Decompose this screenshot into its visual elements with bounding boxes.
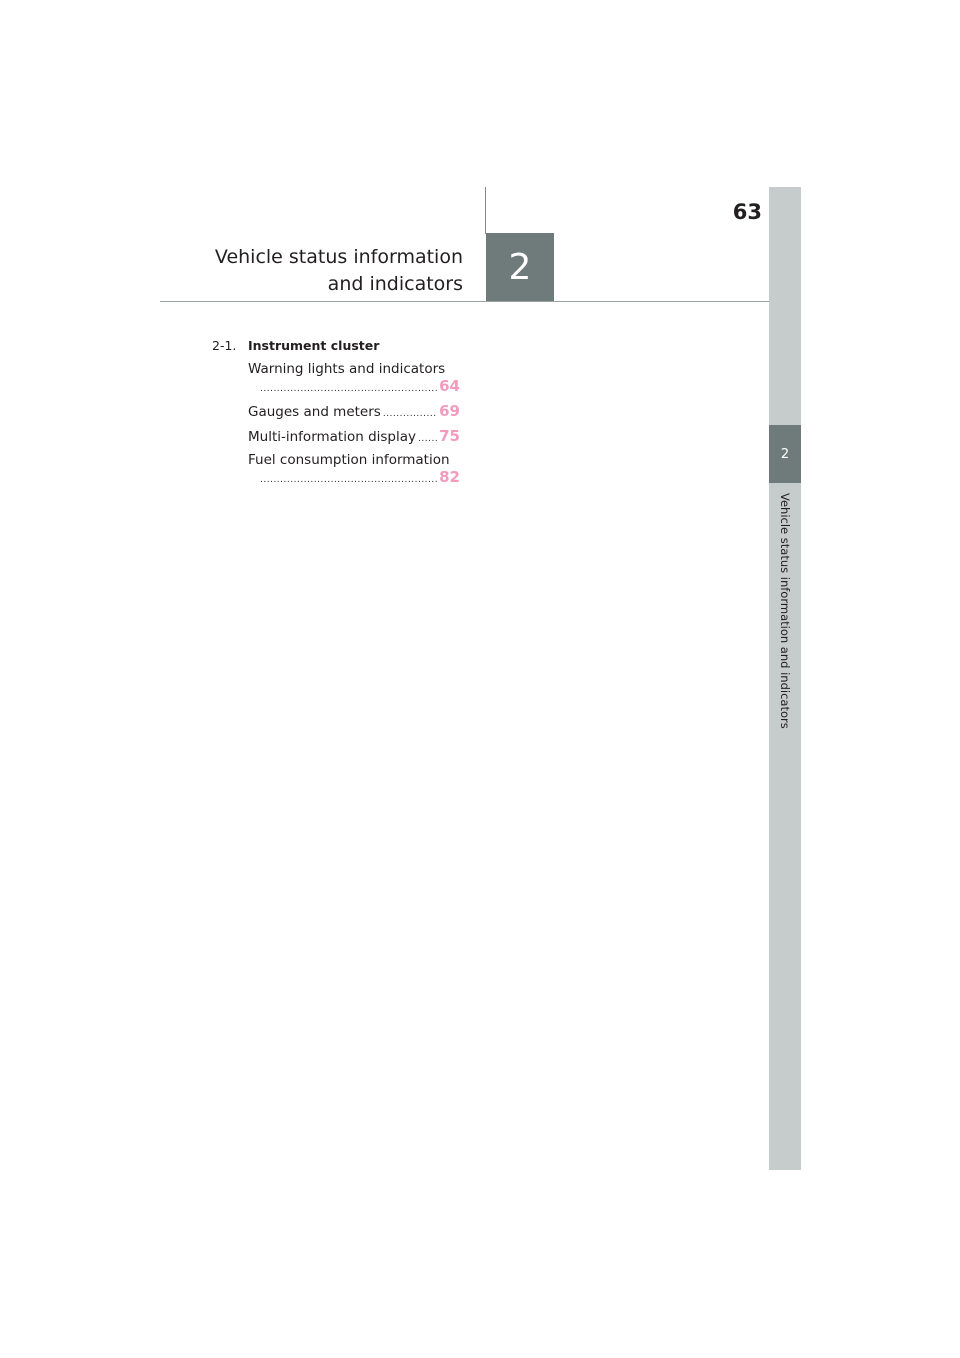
toc-leader-dots bbox=[260, 475, 437, 485]
chapter-number-box bbox=[486, 233, 554, 301]
toc-section-number: 2-1. bbox=[212, 338, 237, 353]
toc-page-link[interactable]: 69 bbox=[439, 402, 460, 420]
header-divider-vertical bbox=[485, 187, 486, 234]
toc-entry-label: Gauges and meters bbox=[248, 404, 381, 420]
toc-page-link[interactable]: 82 bbox=[439, 468, 460, 486]
toc-page-link[interactable]: 75 bbox=[439, 427, 460, 445]
toc-section-heading bbox=[212, 338, 460, 353]
toc-leader-dots bbox=[260, 384, 437, 394]
chapter-title bbox=[170, 244, 463, 298]
header-rule bbox=[160, 301, 769, 302]
toc-page-link[interactable]: 64 bbox=[439, 377, 460, 395]
toc-section-title: Instrument cluster bbox=[248, 338, 380, 353]
table-of-contents bbox=[212, 338, 460, 493]
toc-entry-fuel-consumption[interactable] bbox=[248, 452, 460, 486]
chapter-title-line-2: and indicators bbox=[327, 273, 463, 295]
toc-entry-gauges-meters[interactable] bbox=[248, 402, 460, 420]
page-number: 63 bbox=[732, 200, 762, 224]
side-tab-number: 2 bbox=[769, 425, 801, 483]
toc-entry-multi-information-display[interactable] bbox=[248, 427, 460, 445]
chapter-title-line-1: Vehicle status information bbox=[214, 246, 463, 268]
toc-entry-label: Fuel consumption information bbox=[248, 452, 450, 468]
toc-entry-label: Multi-information display bbox=[248, 429, 417, 445]
side-tab-label: Vehicle status information and indicators bbox=[778, 493, 792, 729]
toc-leader-dots bbox=[383, 409, 437, 419]
toc-entry-label: Warning lights and indicators bbox=[248, 361, 446, 377]
toc-leader-dots bbox=[418, 434, 437, 444]
chapter-number: 2 bbox=[508, 246, 532, 288]
toc-entry-warning-lights[interactable] bbox=[248, 361, 460, 395]
